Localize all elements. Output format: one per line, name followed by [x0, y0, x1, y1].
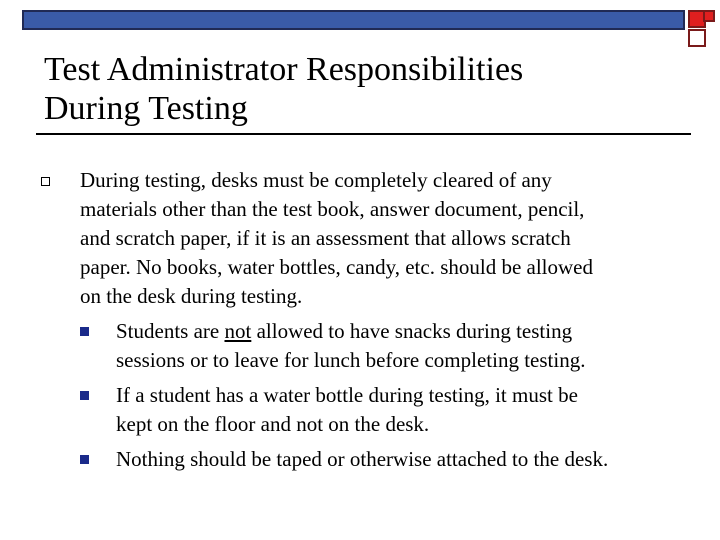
main-bullet-line: materials other than the test book, answer document, pencil,: [80, 197, 585, 221]
sub-bullet-line: kept on the floor and not on the desk.: [116, 412, 430, 436]
decorative-square-white: [688, 29, 706, 47]
sub-bullet-snacks: [80, 317, 700, 377]
sub-bullet-water-bottle: [80, 381, 700, 441]
title-line-1: Test Administrator Responsibilities: [44, 51, 524, 88]
sub-bullet-line: sessions or to leave for lunch before completing testing.: [116, 348, 586, 372]
filled-square-bullet-icon: [80, 327, 89, 336]
underlined-not: not: [224, 319, 252, 343]
sub-bullet-taped: [80, 445, 700, 475]
decorative-top-bar: [22, 10, 685, 30]
main-bullet-text: [80, 166, 700, 311]
sub-bullet-line: Students are not allowed to have snacks during testing: [116, 319, 573, 343]
title-underline: [36, 133, 691, 135]
sub-bullet-line: Nothing should be taped or otherwise attached to the desk.: [116, 447, 609, 471]
filled-square-bullet-icon: [80, 391, 89, 400]
decorative-square-red-small: [703, 10, 715, 22]
filled-square-bullet-icon: [80, 455, 89, 464]
main-bullet-line: on the desk during testing.: [80, 284, 303, 308]
main-bullet-line: paper. No books, water bottles, candy, etc. should be allowed: [80, 255, 594, 279]
sub-bullet-line: If a student has a water bottle during testing, it must be: [116, 383, 578, 407]
title-line-2: During Testing: [44, 90, 248, 127]
slide-title: [44, 50, 684, 128]
hollow-square-bullet-icon: [41, 177, 50, 186]
main-bullet-line: and scratch paper, if it is an assessment that allows scratch: [80, 226, 571, 250]
main-bullet-line: During testing, desks must be completely cleared of any: [80, 168, 552, 192]
